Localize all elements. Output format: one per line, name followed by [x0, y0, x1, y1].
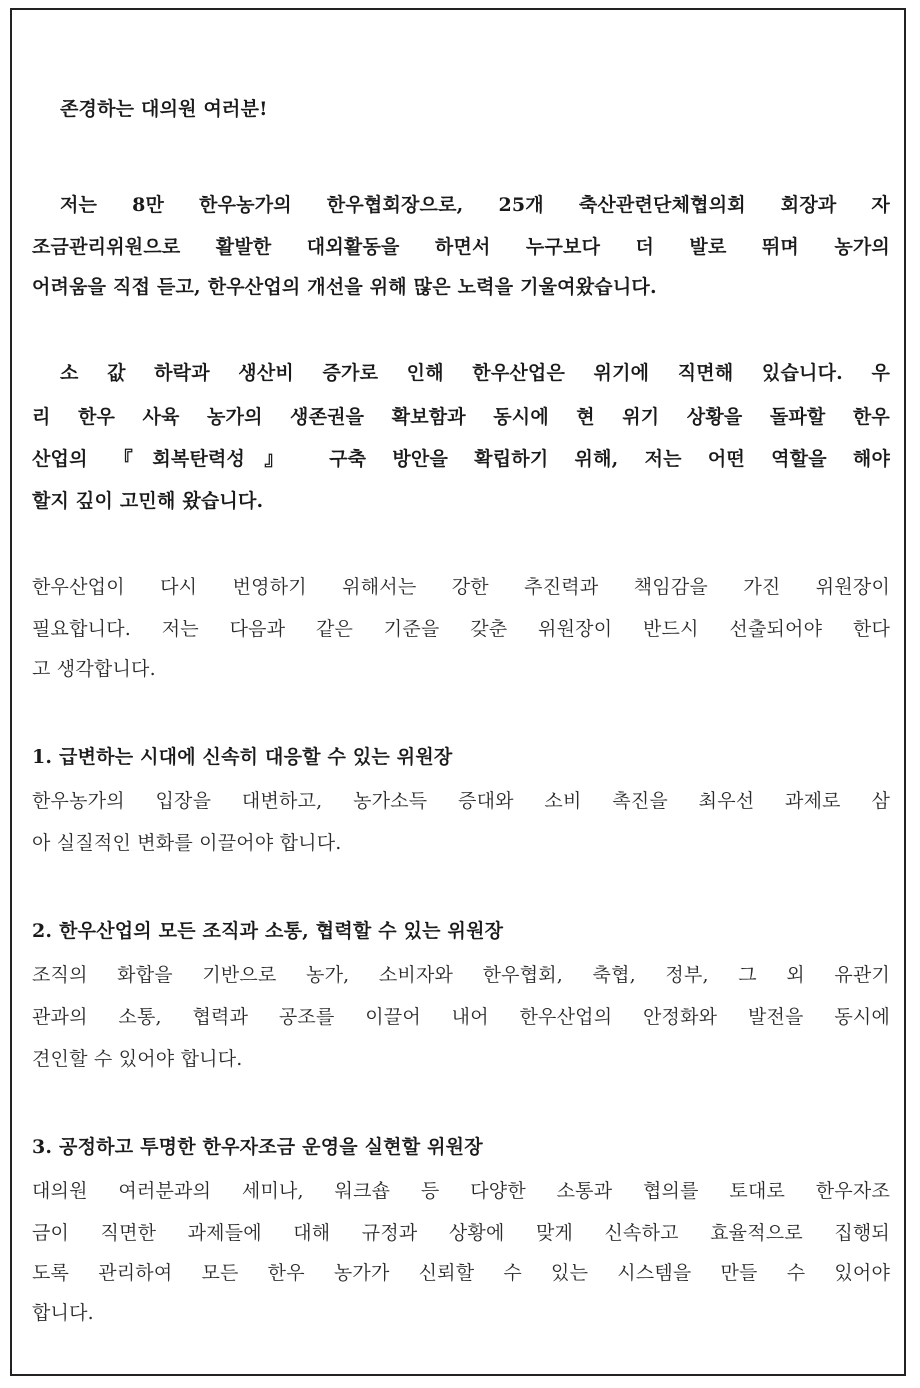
paragraph-line: 산업의 『회복탄력성』 구축 방안을 확립하기 위해, 저는 어떤 역할을 해야: [32, 448, 890, 470]
section-line: 아 실질적인 변화를 이끌어야 합니다.: [32, 832, 342, 854]
section-line: 조직의 화합을 기반으로 농가, 소비자와 한우협회, 축협, 정부, 그 외 유관기: [32, 964, 890, 986]
section-line: 금이 직면한 과제들에 대해 규정과 상황에 맞게 신속하고 효율적으로 집행되: [32, 1222, 890, 1244]
section-line: 합니다.: [32, 1302, 94, 1324]
section-heading: 1. 급변하는 시대에 신속히 대응할 수 있는 위원장: [32, 746, 453, 768]
section-line: 대의원 여러분과의 세미나, 워크숍 등 다양한 소통과 협의를 토대로 한우자조: [32, 1180, 890, 1202]
paragraph-line: 저는 8만 한우농가의 한우협회장으로, 25개 축산관련단체협의회 회장과 자: [60, 194, 890, 216]
section-line: 관과의 소통, 협력과 공조를 이끌어 내어 한우산업의 안정화와 발전을 동시에: [32, 1006, 890, 1028]
paragraph-line: 한우산업이 다시 번영하기 위해서는 강한 추진력과 책임감을 가진 위원장이: [32, 576, 890, 598]
paragraph-line: 필요합니다. 저는 다음과 같은 기준을 갖춘 위원장이 반드시 선출되어야 한다: [32, 618, 890, 640]
paragraph-line: 고 생각합니다.: [32, 658, 156, 680]
section-line: 도록 관리하여 모든 한우 농가가 신뢰할 수 있는 시스템을 만들 수 있어야: [32, 1262, 890, 1284]
paragraph-line: 할지 깊이 고민해 왔습니다.: [32, 490, 264, 512]
paragraph-line: 어려움을 직접 듣고, 한우산업의 개선을 위해 많은 노력을 기울여왔습니다.: [32, 276, 657, 298]
section-line: 견인할 수 있어야 합니다.: [32, 1048, 243, 1070]
section-line: 한우농가의 입장을 대변하고, 농가소득 증대와 소비 촉진을 최우선 과제로 삼: [32, 790, 890, 812]
paragraph-line: 소 값 하락과 생산비 증가로 인해 한우산업은 위기에 직면해 있습니다. 우: [60, 362, 890, 384]
paragraph-line: 조금관리위원으로 활발한 대외활동을 하면서 누구보다 더 발로 뛰며 농가의: [32, 236, 890, 258]
paragraph-line: 리 한우 사육 농가의 생존권을 확보함과 동시에 현 위기 상황을 돌파할 한우: [32, 406, 890, 428]
document-page: [10, 8, 906, 1376]
section-heading: 3. 공정하고 투명한 한우자조금 운영을 실현할 위원장: [32, 1136, 483, 1158]
greeting: 존경하는 대의원 여러분!: [60, 98, 268, 120]
section-heading: 2. 한우산업의 모든 조직과 소통, 협력할 수 있는 위원장: [32, 920, 504, 942]
